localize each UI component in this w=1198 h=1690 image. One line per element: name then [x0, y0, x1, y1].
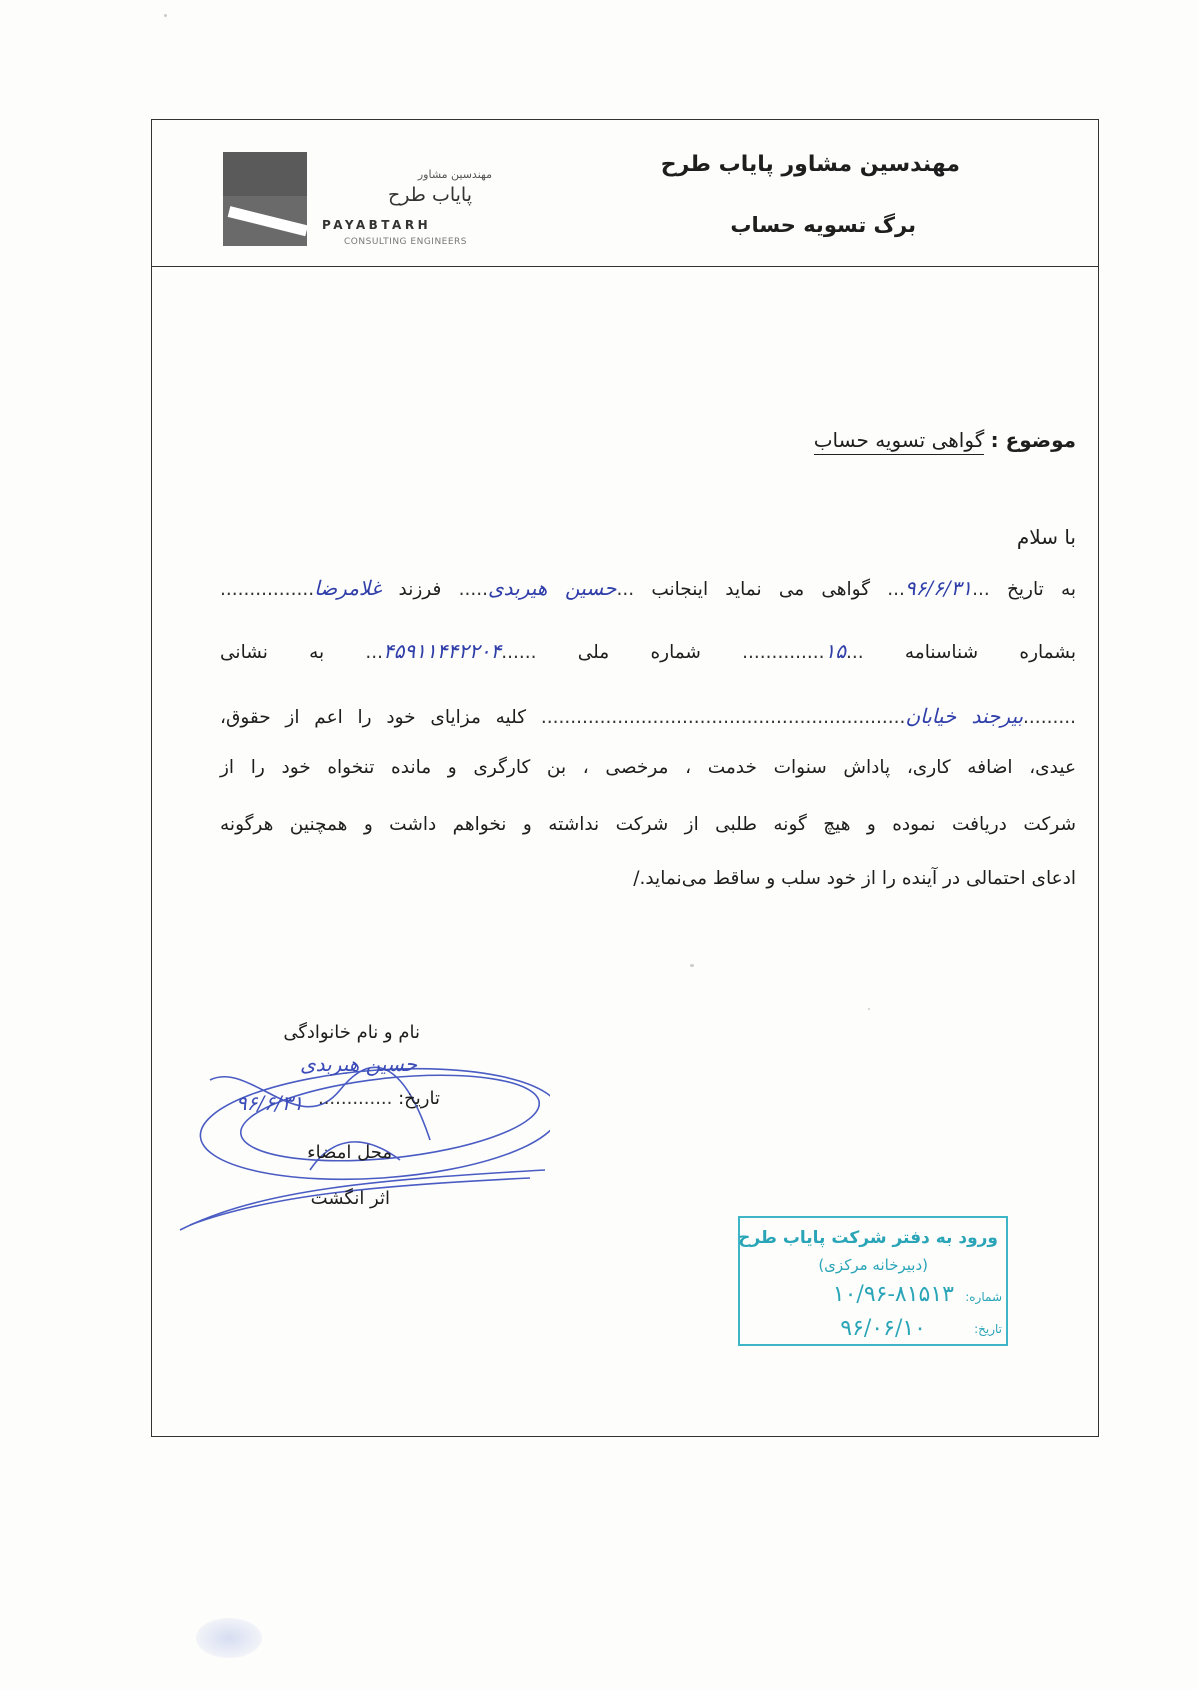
body-line-5: شرکت دریافت نموده و هیچ گونه طلبی از شرکت نداشته و نخواهم داشت و همچنین هرگونه	[220, 814, 1076, 835]
subject-value: گواهی تسویه حساب	[814, 428, 985, 455]
body-text: به تاریخ	[1006, 579, 1077, 600]
fill-dots: .....	[458, 579, 488, 600]
body-text: بشماره شناسنامه	[904, 642, 1076, 663]
signature-date-label-text: تاریخ:	[398, 1088, 440, 1109]
body-line-4: عیدی، اضافه کاری، پاداش سنوات خدمت ، مرخصی ، بن کارگری و مانده تنخواه خود را از	[220, 757, 1076, 778]
registration-stamp	[738, 1216, 1008, 1346]
stamp-number: ۱۰/۹۶-۸۱۵۱۳	[832, 1282, 954, 1307]
stamp-date-label: تاریخ:	[974, 1322, 1002, 1336]
stamp-title: ورود به دفتر شرکت پایاب طرح	[738, 1228, 998, 1248]
logo-persian-text: پایاب طرح	[388, 184, 472, 206]
fill-dots: ......	[501, 642, 537, 663]
form-title: برگ تسویه حساب	[730, 213, 916, 237]
signature-place-label: محل امضاء	[307, 1142, 392, 1163]
fill-dots: ..............	[742, 642, 825, 663]
subject-label: موضوع :	[990, 428, 1076, 452]
greeting: با سلام	[1016, 525, 1076, 549]
handwritten-name: حسین هیربدی	[487, 576, 617, 600]
stamp-number-label: شماره:	[965, 1290, 1002, 1304]
body-text: به نشانی	[220, 642, 325, 663]
fill-dots: .............	[317, 1088, 393, 1109]
fill-dots: ...	[972, 579, 990, 600]
logo-english-subtext: CONSULTING ENGINEERS	[344, 237, 468, 247]
fill-dots: ...	[365, 642, 384, 663]
scan-speck	[868, 1008, 870, 1010]
handwritten-father-name: غلامرضا	[314, 576, 382, 600]
scan-smudge	[196, 1618, 262, 1658]
handwritten-date: ۹۶/۶/۳۱	[904, 576, 973, 600]
body-line-3	[220, 704, 1076, 728]
company-logo-icon	[223, 152, 307, 246]
subject-line	[760, 428, 1076, 455]
scan-speck	[690, 964, 694, 967]
fill-dots: ................	[220, 579, 315, 600]
fill-dots: ..............................................................	[540, 707, 906, 728]
body-line-6: ادعای احتمالی در آینده را از خود سلب و ساقط می‌نماید./	[633, 868, 1076, 889]
fill-dots: ...	[616, 579, 635, 600]
header-divider	[151, 266, 1099, 267]
body-line-2	[220, 639, 1076, 663]
body-text: کلیه مزایای خود را اعم از حقوق،	[220, 707, 527, 728]
logo-small-text: مهندسین مشاور	[417, 168, 492, 181]
logo-block	[223, 152, 307, 196]
fill-dots: ...	[845, 642, 864, 663]
logo-english-text: PAYABTARH	[322, 218, 432, 232]
body-text: شماره ملی	[577, 642, 701, 663]
signature-name-label: نام و نام خانوادگی	[283, 1022, 420, 1043]
body-text: فرزند	[398, 579, 442, 600]
company-name: مهندسین مشاور پایاب طرح	[660, 152, 960, 177]
handwritten-id-number: ۱۵	[824, 639, 846, 663]
handwritten-national-id: ۴۵۹۱۱۴۴۲۲۰۴	[383, 639, 502, 663]
scan-speck	[164, 14, 167, 17]
handwritten-address: بیرجند خیابان	[905, 704, 1024, 728]
fill-dots: .........	[1023, 707, 1076, 728]
stamp-subtitle: (دبیرخانه مرکزی)	[818, 1256, 928, 1274]
fingerprint-label: اثر انگشت	[310, 1188, 390, 1209]
body-line-1	[220, 576, 1076, 600]
stamp-date: ۹۶/۰۶/۱۰	[840, 1316, 926, 1341]
signature-handwritten-date: ۹۶/۶/۳۱	[236, 1091, 304, 1115]
fill-dots: ...	[887, 579, 905, 600]
signature-handwritten-name: حسین هیربدی	[300, 1052, 418, 1076]
body-text: گواهی می نماید اینجانب	[651, 579, 871, 600]
logo-stripe	[228, 206, 307, 236]
